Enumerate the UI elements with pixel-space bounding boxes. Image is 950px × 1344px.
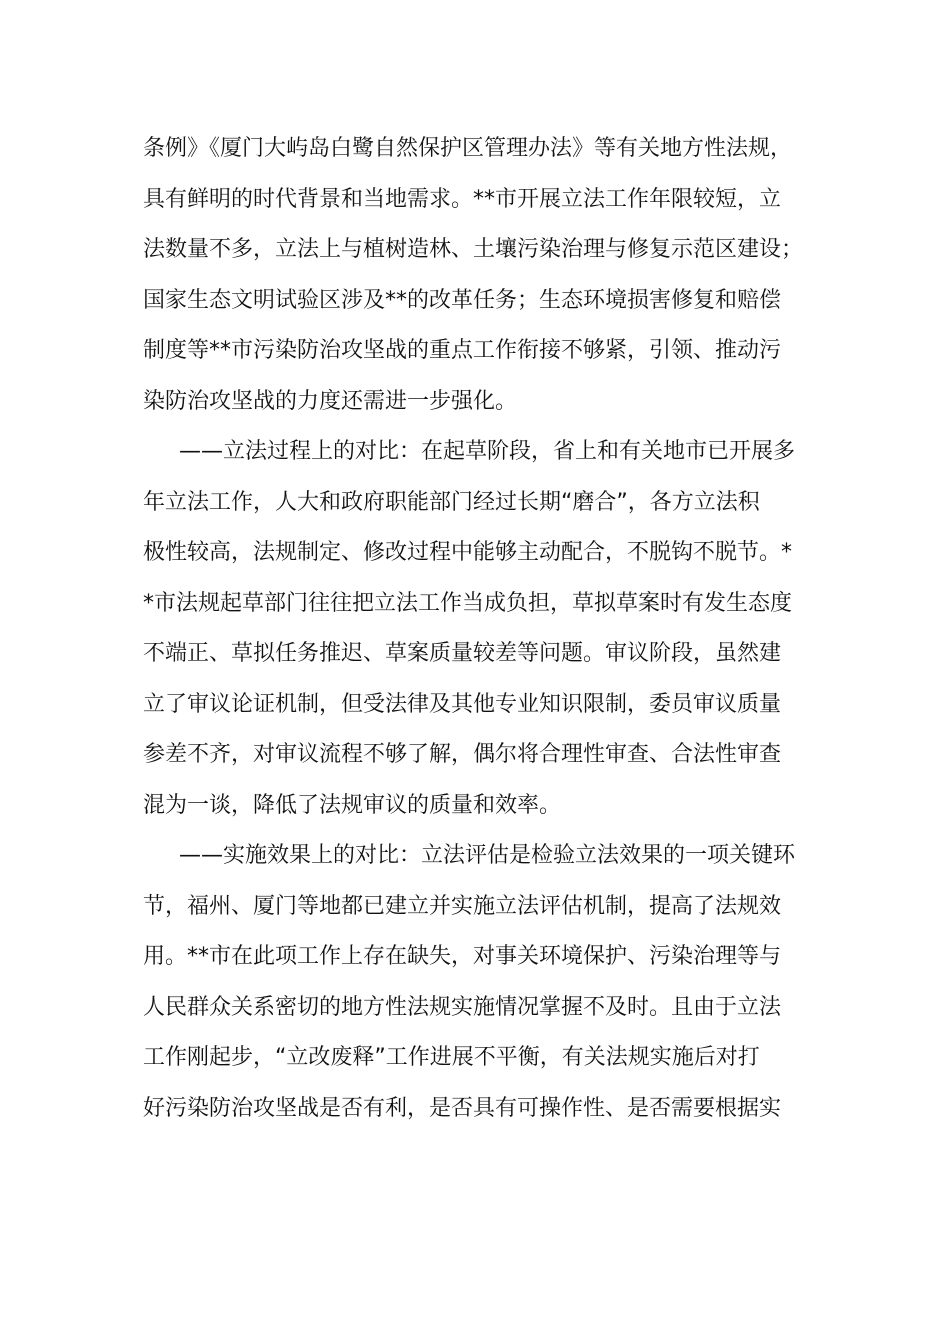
text-line: *市法规起草部门往往把立法工作当成负担，草拟草案时有发生态度 [143, 590, 793, 616]
text-line: 制度等**市污染防治攻坚战的重点工作衔接不够紧，引领、推动污 [143, 338, 782, 363]
text-line: 具有鲜明的时代背景和当地需求。**市开展立法工作年限较短，立 [143, 186, 782, 212]
paragraph-1 [143, 124, 809, 427]
paragraph-3 [143, 831, 809, 1134]
paragraph-2 [143, 427, 809, 831]
text-line: 极性较高，法规制定、修改过程中能够主动配合，不脱钩不脱节。* [143, 540, 793, 565]
text-line: 法数量不多，立法上与植树造林、土壤污染治理与修复示范区建设； [143, 237, 804, 262]
text-line: 人民群众关系密切的地方性法规实施情况掌握不及时。且由于立法 [143, 994, 782, 1020]
text-line: 节，福州、厦门等地都已建立并实施立法评估机制，提高了法规效 [143, 893, 782, 919]
text-line: 用。**市在此项工作上存在缺失，对事关环境保护、污染治理等与 [143, 944, 782, 969]
text-line: 国家生态文明试验区涉及**的改革任务；生态环境损害修复和赔偿 [143, 287, 782, 313]
text-line: 工作刚起步，“立改废释”工作进展不平衡，有关法规实施后对打 [143, 1045, 760, 1070]
text-line: ——立法过程上的对比：在起草阶段，省上和有关地市已开展多 [179, 439, 796, 464]
text-line: 年立法工作，人大和政府职能部门经过长期“磨合”，各方立法积 [143, 489, 760, 515]
text-line: 混为一谈，降低了法规审议的质量和效率。 [143, 792, 562, 818]
text-line: ——实施效果上的对比：立法评估是检验立法效果的一项关键环 [179, 843, 796, 868]
text-line: 不端正、草拟任务推迟、草案质量较差等问题。审议阶段，虽然建 [143, 641, 782, 666]
text-line: 染防治攻坚战的力度还需进一步强化。 [143, 388, 518, 414]
text-line: 条例》《厦门大屿岛白鹭自然保护区管理办法》等有关地方性法规， [143, 136, 793, 161]
text-line: 立了审议论证机制，但受法律及其他专业知识限制，委员审议质量 [143, 691, 782, 717]
text-line: 好污染防治攻坚战是否有利，是否具有可操作性、是否需要根据实 [143, 1095, 782, 1121]
body-text [143, 124, 809, 1134]
text-line: 参差不齐，对审议流程不够了解，偶尔将合理性审查、合法性审查 [143, 742, 782, 767]
